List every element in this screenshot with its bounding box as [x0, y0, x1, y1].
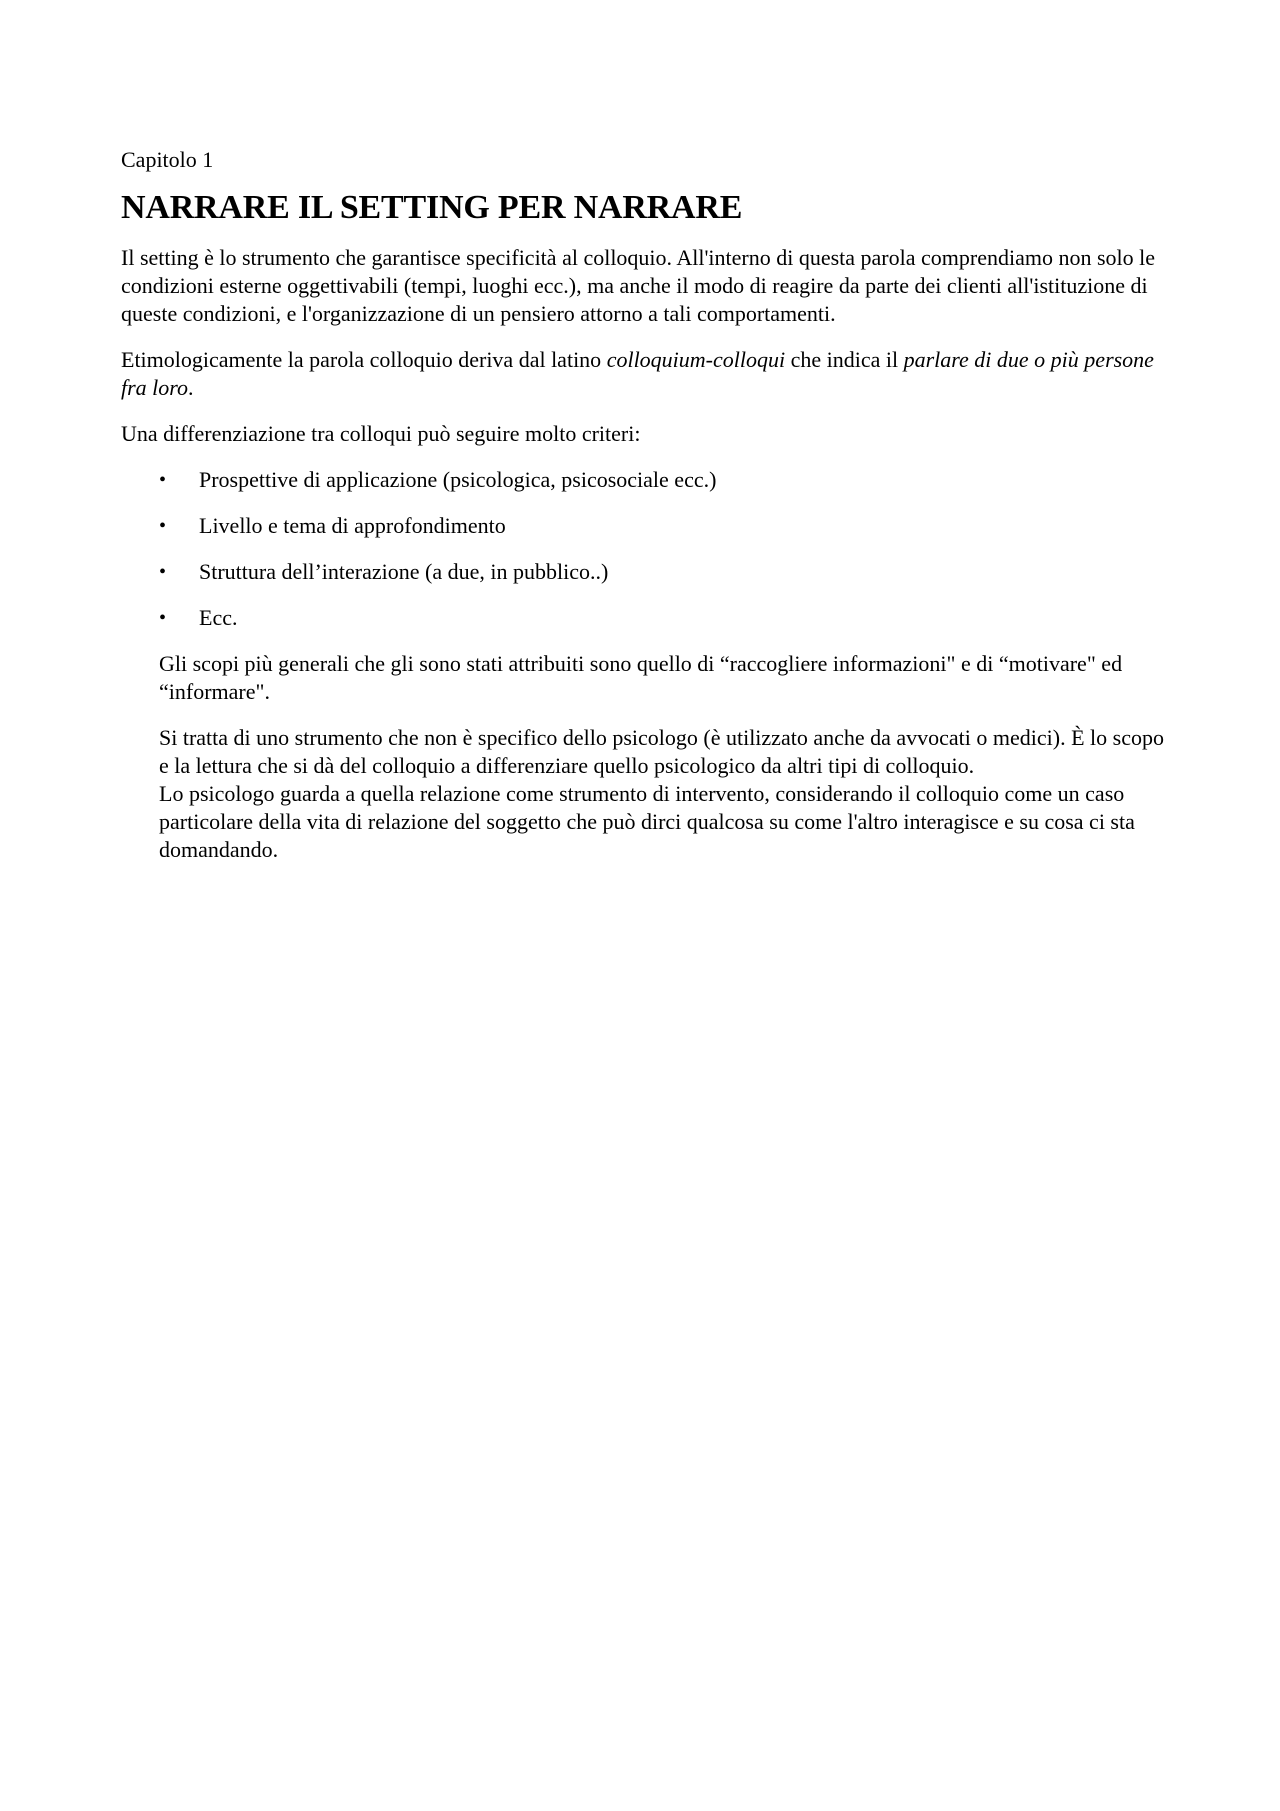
list-item — [121, 512, 1166, 540]
etymology-text-3: . — [188, 375, 194, 400]
bullet-icon: • — [159, 469, 167, 491]
paragraph-purposes: Gli scopi più generali che gli sono stati attribuiti sono quello di “raccogliere informazioni" e di “motivare" ed “informare". — [159, 651, 1123, 704]
paragraph-instrument: Si tratta di uno strumento che non è specifico dello psicologo (è utilizzato anche da avvocati o medici). È lo scopo e la lettura che si dà del colloquio a differenziare quello psicologico da altri tipi di colloquio. — [159, 725, 1164, 778]
paragraph-criteria-intro: Una differenziazione tra colloqui può seguire molto criteri: — [121, 421, 641, 446]
paragraph-etymology — [121, 346, 1166, 402]
etymology-text-1: Etimologicamente la parola colloquio deriva dal latino — [121, 347, 607, 372]
paragraph-psychologist: Lo psicologo guarda a quella relazione come strumento di intervento, considerando il colloquio come un caso particolare della vita di relazione del soggetto che può dirci qualcosa su come l'altro interagisce e su cosa ci sta domandando. — [159, 781, 1135, 862]
bullet-icon: • — [159, 561, 167, 583]
list-item — [121, 466, 1166, 494]
list-item-text: Struttura dell’interazione (a due, in pubblico..) — [199, 559, 609, 584]
chapter-label: Capitolo 1 — [121, 147, 214, 172]
bullet-icon: • — [159, 515, 167, 537]
indented-section — [121, 650, 1166, 864]
etymology-text-2: che indica il — [785, 347, 904, 372]
list-item-text: Prospettive di applicazione (psicologica, psicosociale ecc.) — [199, 467, 717, 492]
etymology-meaning: parlare di due o più persone fra loro — [121, 347, 1154, 400]
list-item — [121, 604, 1166, 632]
bullet-icon: • — [159, 607, 167, 629]
criteria-list — [121, 466, 1166, 632]
document-content — [121, 146, 1166, 882]
list-item-text: Livello e tema di approfondimento — [199, 513, 506, 538]
list-item — [121, 558, 1166, 586]
chapter-title: NARRARE IL SETTING PER NARRARE — [121, 189, 743, 226]
list-item-text: Ecc. — [199, 605, 238, 630]
etymology-latin-term: colloquium-colloqui — [606, 347, 786, 372]
paragraph-setting-definition: Il setting è lo strumento che garantisce specificità al colloquio. All'interno di questa parola comprendiamo non solo le condizioni esterne oggettivabili (tempi, luoghi ecc.), ma anche il modo di reagire da parte dei clienti all'istituzione di queste condizioni, e l'organizzazione di un pensiero attorno a tali comportamenti. — [121, 245, 1156, 326]
